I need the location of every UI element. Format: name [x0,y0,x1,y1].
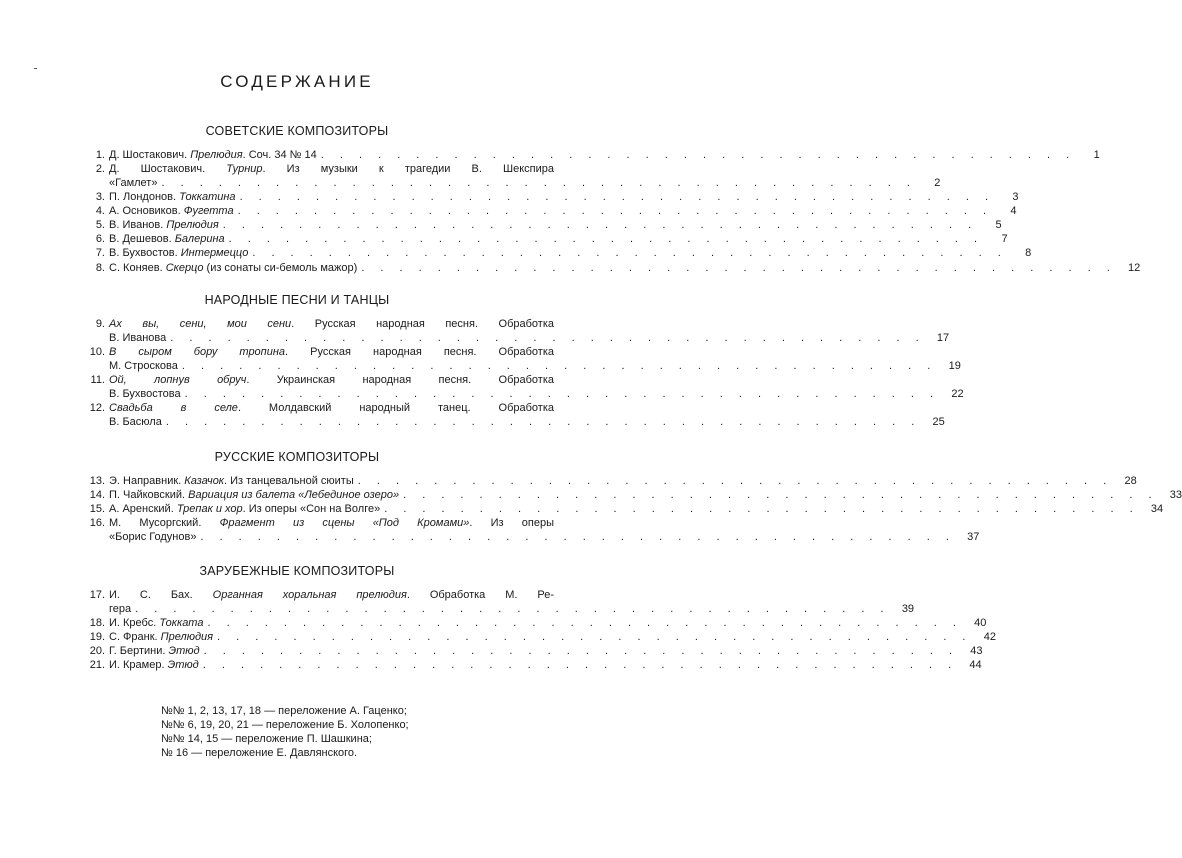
toc-line [78,262,1141,276]
section-heading: ЗАРУБЕЖНЫЕ КОМПОЗИТОРЫ [199,564,395,578]
page-number: 42 [983,631,996,643]
piece-title: Прелюдия [190,149,243,161]
page-number: 33 [1169,489,1182,501]
entry-text: Д. Шостакович. Прелюдия. Соч. 34 № 14 [109,149,317,161]
toc-entry [78,318,950,346]
toc-entry [78,219,1002,233]
entry-text: И. С. Бах. Органная хоральная прелюдия. Обработка М. Ре- [109,589,555,601]
toc-entry [78,247,1032,261]
note-line: №№ 1, 2, 13, 17, 18 — переложение А. Гаценко; [161,705,407,717]
piece-title: Этюд [168,645,200,657]
page-number: 37 [967,530,980,543]
dot-leader: . . . . . . . . . . . . . . . . . . . . . . . . . . . . . . . . . . . . . . . . [181,359,937,372]
dot-leader: . . . . . . . . . . . . . . . . . . . . . . . . . . . . . . . . . . . . . . . . [170,331,926,344]
piece-title: Турнир [226,163,263,175]
entry-text: С. Коняев. Скерцо (из сонаты си-бемоль мажор) [109,262,358,274]
toc-entry [78,262,1141,276]
entry-text: В. Бухвостов. Интермеццо [109,247,249,259]
page-number: 34 [1150,503,1164,515]
page-number: 22 [951,387,964,400]
dot-leader: . . . . . . . . . . . . . . . . . . . . . . . . . . . . . . . . . . . . . . . . [384,503,1140,515]
toc-line [78,617,987,631]
piece-title: В сыром бору тропина [109,346,286,358]
toc-line [78,530,980,545]
piece-title: Трепак и хор [176,503,243,515]
dot-leader: . . . . . . . . . . . . . . . . . . . . . . . . . . . . . . . . . . . . . . . . [207,617,963,629]
entry-text: А. Аренский. Трепак и хор. Из оперы «Сон на Волге» [109,503,381,515]
toc-line [78,359,961,374]
toc-entry [78,475,1137,489]
entry-text: В. Иванов. Прелюдия [109,219,219,231]
piece-title: Органная хоральная прелюдия [212,589,407,601]
dot-leader: . . . . . . . . . . . . . . . . . . . . . . . . . . . . . . . . . . . . . . . . [228,233,984,245]
page-number: 40 [974,617,987,629]
note-line: №№ 14, 15 — переложение П. Шашкина; [161,733,372,745]
piece-title: Свадьба в селе [109,402,238,414]
piece-title: Токкатина [179,191,236,203]
entry-text: В сыром бору тропина. Русская народная песня. Обработка [109,346,555,358]
toc-line [78,331,950,346]
toc-line [78,346,554,360]
page-number: 5 [995,219,1002,231]
toc-entry [78,346,961,374]
page-number: 39 [901,602,915,615]
dot-leader: . . . . . . . . . . . . . . . . . . . . . . . . . . . . . . . . . . . . . . . . [203,645,959,657]
entry-text: Д. Шостакович. Турнир. Из музыки к трагедии В. Шекспира [109,163,554,175]
dot-leader: . . . . . . . . . . . . . . . . . . . . . . . . . . . . . . . . . . . . . . . . [135,602,891,615]
entry-text: Ой, лопнув обруч. Украинская народная песня. Обработка [109,374,554,386]
toc-entry [78,489,1182,503]
dot-leader: . . . . . . . . . . . . . . . . . . . . . . . . . . . . . . . . . . . . . . . . [165,415,921,428]
dot-leader: . . . . . . . . . . . . . . . . . . . . . . . . . . . . . . . . . . . . . . . . [357,475,1113,487]
piece-title: Фугетта [183,205,234,217]
page-number: 2 [934,176,941,189]
page-number: 4 [1010,205,1017,217]
page-number: 44 [969,659,982,671]
entry-number: 21. [89,659,105,671]
toc-entry [78,191,1019,205]
page-number: 43 [970,645,983,657]
piece-title: Вариация из балета «Лебединое озеро» [188,489,400,501]
piece-title: Скерцо [165,262,204,274]
toc-entry [78,645,983,659]
toc-entry [78,631,996,645]
page-number: 17 [936,331,950,344]
entry-text: «Гамлет» [109,176,158,189]
entry-number: 12. [89,402,105,414]
toc-line [78,176,941,191]
entry-text: Свадьба в селе. Молдавский народный танец. Обработка [109,402,554,414]
toc-line [78,415,945,430]
toc-line [78,233,1008,247]
toc-entry [78,589,915,617]
toc-entry [78,149,1100,163]
section-heading: РУССКИЕ КОМПОЗИТОРЫ [214,450,380,464]
toc-line [78,163,554,177]
dot-leader: . . . . . . . . . . . . . . . . . . . . . . . . . . . . . . . . . . . . . . . . [222,219,978,231]
entry-text: Г. Бертини. Этюд [109,645,200,657]
entry-text: В. Иванова [109,331,167,344]
entry-text: В. Бухвостова [109,387,181,400]
toc-entry [78,517,980,545]
entry-text: М. Мусоргский. Фрагмент из сцены «Под Кромами». Из оперы [109,517,554,529]
print-speck [34,68,37,69]
page-number: 25 [932,415,945,428]
toc-line [78,517,554,531]
entry-text: «Борис Годунов» [109,530,197,543]
toc-line [78,247,1032,261]
toc-line [78,645,983,659]
page-number: 7 [1001,233,1008,245]
piece-title: Фрагмент из сцены «Под Кромами» [219,517,470,529]
entry-number: 2. [95,163,105,175]
piece-title: Токката [159,617,204,629]
toc-line [78,191,1019,205]
page-number: 12 [1128,262,1141,274]
entry-text: И. Кребс. Токката [109,617,204,629]
toc-entry [78,374,964,402]
entry-number: 8. [95,262,105,274]
toc-line [78,659,982,673]
entry-number: 4. [95,205,105,217]
entry-text: В. Басюла [109,415,162,428]
entry-number: 7. [95,247,105,259]
piece-title: Казачок [184,475,225,487]
dot-leader: . . . . . . . . . . . . . . . . . . . . . . . . . . . . . . . . . . . . . . . . [184,387,940,400]
entry-number: 13. [89,475,105,487]
page-number: 3 [1012,191,1019,203]
page-number: 8 [1025,247,1032,259]
toc-line [78,149,1100,163]
toc-entry [78,205,1017,219]
toc-line [78,402,554,416]
toc-entry [78,402,945,430]
section-heading: НАРОДНЫЕ ПЕСНИ И ТАНЦЫ [204,293,390,307]
arrangement-notes [161,704,409,760]
entry-number: 6. [95,233,105,245]
toc-line [78,631,996,645]
toc-entry [78,617,987,631]
entry-number: 20. [89,645,105,657]
dot-leader: . . . . . . . . . . . . . . . . . . . . . . . . . . . . . . . . . . . . . . . . [403,489,1159,501]
page-number: 1 [1093,149,1100,161]
page-number: 28 [1124,475,1137,487]
entry-number: 14. [89,489,105,501]
toc-line [78,589,554,603]
entry-number: 18. [89,617,105,629]
entry-text: П. Лондонов. Токкатина [109,191,236,203]
piece-title: Балерина [174,233,225,245]
entry-number: 10. [89,346,105,358]
piece-title: Ах вы, сени, мои сени [109,318,292,330]
entry-number: 5. [95,219,105,231]
toc-entry [78,659,982,673]
piece-title: Этюд [167,659,199,671]
toc-line [78,503,1164,517]
entry-text: В. Дешевов. Балерина [109,233,225,245]
entry-text: И. Крамер. Этюд [109,659,199,671]
dot-leader: . . . . . . . . . . . . . . . . . . . . . . . . . . . . . . . . . . . . . . . . [217,631,972,643]
toc-line [78,374,554,388]
dot-leader: . . . . . . . . . . . . . . . . . . . . . . . . . . . . . . . . . . . . . . . . [361,262,1117,274]
note-line: №№ 6, 19, 20, 21 — переложение Б. Холопенко; [161,719,409,731]
toc-line [78,205,1017,219]
toc-line [78,475,1137,489]
entry-text: Ах вы, сени, мои сени. Русская народная песня. Обработка [109,318,554,330]
entry-text: А. Основиков. Фугетта [109,205,234,217]
dot-leader: . . . . . . . . . . . . . . . . . . . . . . . . . . . . . . . . . . . . . . . . [239,191,995,203]
entry-number: 9. [95,318,105,330]
toc-entry [78,503,1164,517]
entry-number: 1. [95,149,105,161]
entry-text: гера [109,602,132,615]
piece-title: Интермеццо [180,247,249,259]
dot-leader: . . . . . . . . . . . . . . . . . . . . . . . . . . . . . . . . . . . . . . . . [320,149,1076,161]
dot-leader: . . . . . . . . . . . . . . . . . . . . . . . . . . . . . . . . . . . . . . . . [237,205,993,217]
section-heading: СОВЕТСКИЕ КОМПОЗИТОРЫ [205,124,389,138]
toc-entry [78,233,1008,247]
page-title: СОДЕРЖАНИЕ [220,72,374,91]
dot-leader: . . . . . . . . . . . . . . . . . . . . . . . . . . . . . . . . . . . . . . . . [200,530,956,543]
toc-line [78,489,1182,503]
dot-leader: . . . . . . . . . . . . . . . . . . . . . . . . . . . . . . . . . . . . . . . . [252,247,1008,259]
entry-number: 3. [95,191,105,203]
toc-line [78,219,1002,233]
entry-text: П. Чайковский. Вариация из балета «Лебединое озеро» [109,489,400,501]
dot-leader: . . . . . . . . . . . . . . . . . . . . . . . . . . . . . . . . . . . . . . . . [202,659,958,671]
piece-title: Прелюдия [160,631,214,643]
entry-number: 19. [89,631,105,643]
piece-title: Ой, лопнув обруч [109,374,247,386]
entry-text: С. Франк. Прелюдия [109,631,214,643]
piece-title: Прелюдия [166,219,219,231]
dot-leader: . . . . . . . . . . . . . . . . . . . . . . . . . . . . . . . . . . . . . . . . [161,176,917,189]
entry-number: 15. [89,503,105,515]
entry-number: 16. [89,517,105,529]
toc-line [78,602,915,617]
toc-entry [78,163,941,191]
note-line: № 16 — переложение Е. Давлянского. [161,747,358,759]
toc-line [78,318,554,332]
page-number: 19 [948,359,961,372]
entry-number: 11. [90,374,105,386]
entry-number: 17. [89,589,105,601]
entry-text: М. Строскова [109,359,178,372]
toc-line [78,387,964,402]
entry-text: Э. Направник. Казачок. Из танцевальной сюиты [109,475,354,487]
